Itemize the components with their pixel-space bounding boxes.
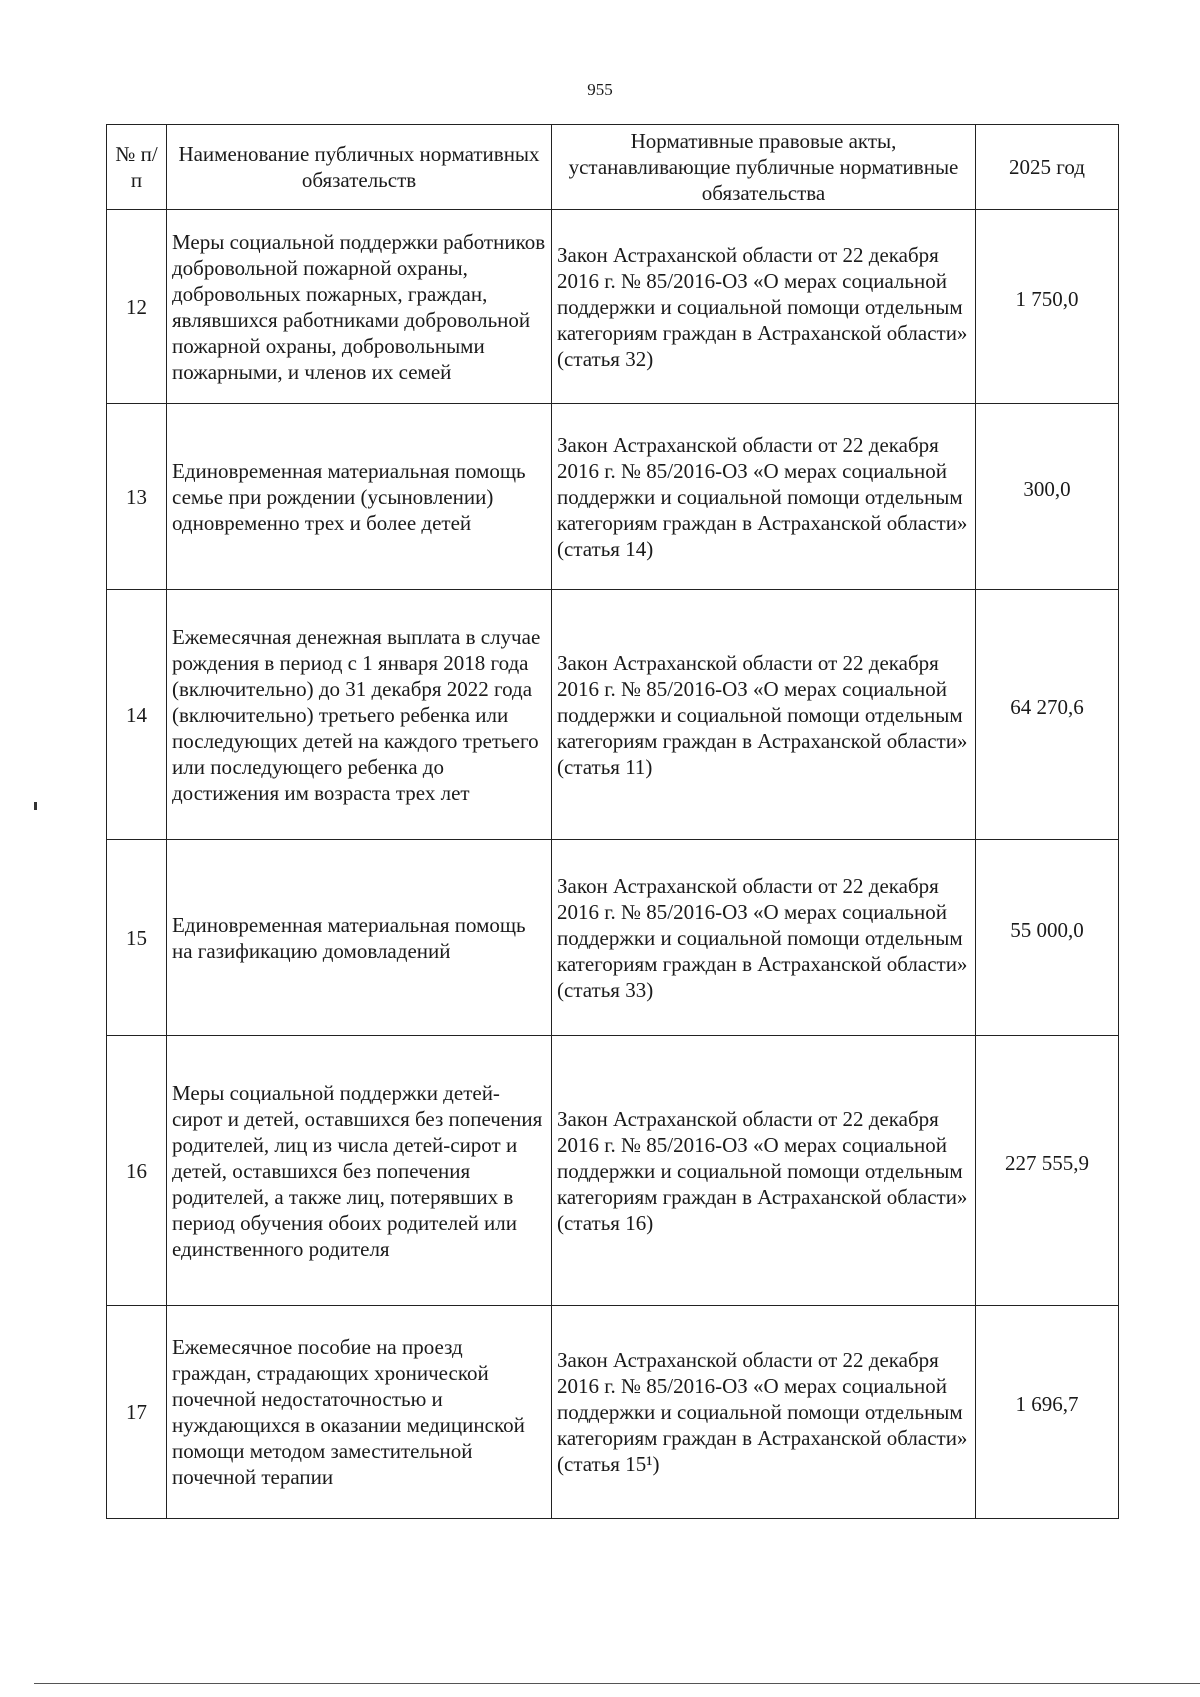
row-name: Меры социальной поддержки детей-сирот и детей, оставшихся без попечения родителей, лиц из числа детей-сирот и детей, оставшихся без попечения родителей, а также лиц, потерявших в период обучения обоих родителей или единственного родителя: [167, 1036, 552, 1306]
table-row: [107, 1036, 1119, 1306]
row-name: Единовременная материальная помощь на газификацию домовладений: [167, 840, 552, 1036]
row-name: Ежемесячное пособие на проезд граждан, страдающих хронической почечной недостаточностью и нуждающихся в оказании медицинской помощи методом заместительной почечной терапии: [167, 1306, 552, 1519]
row-name: Ежемесячная денежная выплата в случае рождения в период с 1 января 2018 года (включительно) до 31 декабря 2022 года (включительно) третьего ребенка или последующих детей на каждого третьего или последующего ребенка до достижения им возраста трех лет: [167, 590, 552, 840]
scan-bottom-edge-line: [34, 1683, 1200, 1684]
row-act: Закон Астраханской области от 22 декабря 2016 г. № 85/2016-ОЗ «О мерах социальной поддержки и социальной помощи отдельным категориям граждан в Астраханской области» (статья 32): [552, 210, 976, 404]
row-sum: 64 270,6: [1010, 694, 1084, 719]
header-num: № п/п: [107, 125, 167, 210]
row-sum: 55 000,0: [1010, 917, 1084, 942]
row-sum: 1 696,7: [1015, 1392, 1079, 1416]
row-act: Закон Астраханской области от 22 декабря 2016 г. № 85/2016-ОЗ «О мерах социальной поддержки и социальной помощи отдельным категориям граждан в Астраханской области» (статья 11): [552, 590, 976, 840]
table-row: [107, 404, 1119, 590]
row-name: Единовременная материальная помощь семье при рождении (усыновлении) одновременно трех и более детей: [167, 404, 552, 590]
row-num: 14: [107, 590, 167, 840]
row-num: 15: [107, 840, 167, 1036]
row-name: Меры социальной поддержки работников добровольной пожарной охраны, добровольных пожарных, граждан, являвшихся работниками добровольной пожарной охраны, добровольными пожарными, и членов их семей: [167, 210, 552, 404]
row-act: Закон Астраханской области от 22 декабря 2016 г. № 85/2016-ОЗ «О мерах социальной поддержки и социальной помощи отдельным категориям граждан в Астраханской области» (статья 16): [552, 1036, 976, 1306]
row-num: 12: [107, 210, 167, 404]
row-act: Закон Астраханской области от 22 декабря 2016 г. № 85/2016-ОЗ «О мерах социальной поддержки и социальной помощи отдельным категориям граждан в Астраханской области» (статья 14): [552, 404, 976, 590]
table-row: [107, 1306, 1119, 1519]
obligations-table: [106, 124, 1119, 1519]
row-act: Закон Астраханской области от 22 декабря 2016 г. № 85/2016-ОЗ «О мерах социальной поддержки и социальной помощи отдельным категориям граждан в Астраханской области» (статья 15¹): [552, 1306, 976, 1519]
table-row: [107, 840, 1119, 1036]
row-num: 17: [107, 1306, 167, 1519]
header-year: 2025 год: [976, 125, 1119, 210]
header-act: Нормативные правовые акты, устанавливающие публичные нормативные обязательства: [552, 125, 976, 210]
scan-artifact-mark: [34, 802, 37, 810]
row-sum: 300,0: [1023, 476, 1071, 501]
table-row: [107, 590, 1119, 840]
row-num: 13: [107, 404, 167, 590]
table-row: [107, 210, 1119, 404]
row-num: 16: [107, 1036, 167, 1306]
row-act: Закон Астраханской области от 22 декабря 2016 г. № 85/2016-ОЗ «О мерах социальной поддержки и социальной помощи отдельным категориям граждан в Астраханской области» (статья 33): [552, 840, 976, 1036]
row-sum: 1 750,0: [1015, 286, 1079, 311]
table-header-row: [107, 125, 1119, 210]
page-number: 955: [587, 80, 613, 99]
row-sum: 227 555,9: [1005, 1150, 1089, 1175]
header-name: Наименование публичных нормативных обязательств: [167, 125, 552, 210]
